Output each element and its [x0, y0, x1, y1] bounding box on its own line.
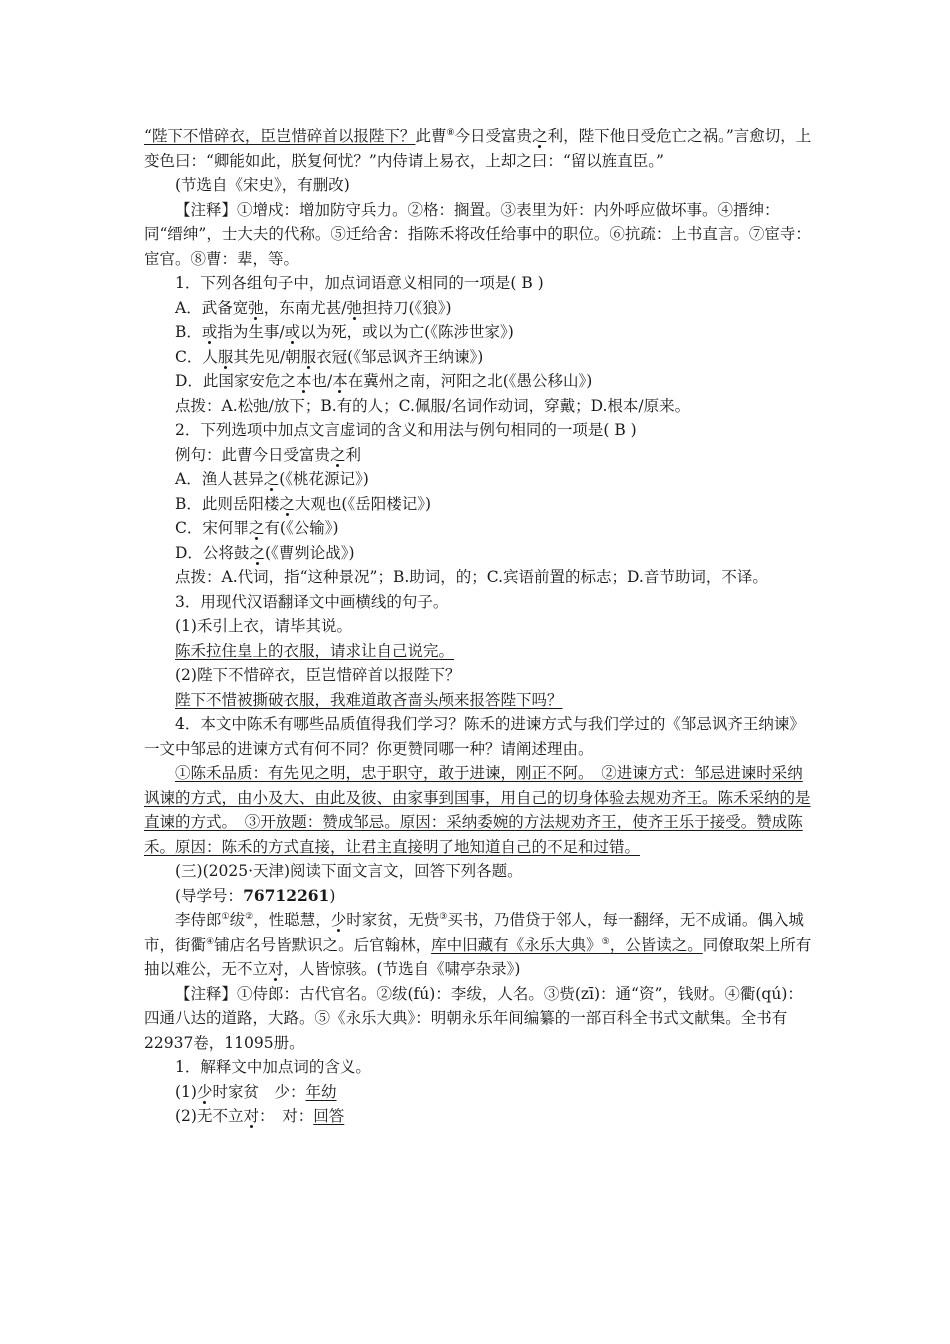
translate-answer-1: 陈禾拉住皇上的衣服，请求让自己说完。: [175, 641, 455, 660]
option-c: C．宋何罪之有(《公输》): [175, 519, 339, 537]
question-2-stem: 2．下列选项中加点文言虚词的含义和用法与例句相同的一项是( B ): [175, 421, 637, 439]
passage-ending: “陛下不惜碎衣，臣岂惜碎首以报陛下？此曹⑧今日受富贵之利，陛下他日受危亡之祸。”言愈切，上变色曰：“卿能如此，朕复何忧？”内侍请上易衣，上却之曰：“留以旌直臣。”: [144, 127, 812, 170]
footnote-marker: ⑧: [446, 127, 455, 138]
question-3-stem: 3．用现代汉语翻译文中画横线的句子。: [175, 592, 449, 611]
question-4-answer: ①陈禾品质：有先见之明，忠于职守，敢于进谏，刚正不阿。 ②进谏方式：邹忌进谏时采纳讽谏的方式，由小及大、由此及彼、由家事到国事，用自己的切身体验去规劝齐王。陈禾采纳的是直谏的方式。 ③开放题：赞成邹忌。原因：采纳委婉的方法规劝齐王，使齐王乐于接受。赞成陈禾。原因：陈禾的方式直接，让君主直接明了地知道自己的不足和过错。: [144, 764, 811, 856]
explain-item-2: (2)无不立对： 对：回答: [175, 1107, 345, 1125]
dotted-word: 之: [532, 127, 548, 145]
translate-item-2: (2)陛下不惜碎衣，臣岂惜碎首以报陛下？: [175, 666, 461, 684]
option-b: B．或指为生事/或以为死，或以为亡(《陈涉世家》): [175, 323, 514, 341]
question-4-stem: 4．本文中陈禾有哪些品质值得我们学习？陈禾的进谏方式与我们学过的《邹忌讽齐王纳谏》一文中邹忌的进谏方式有何不同？你更赞同哪一种？请阐述理由。: [144, 715, 805, 758]
underlined-sentence: “陛下不惜碎衣，臣岂惜碎首以报陛下？: [144, 127, 416, 145]
question-1-hint: 点拨：A.松弛/放下；B.有的人；C.佩服/名词作动词，穿戴；D.根本/原来。: [175, 396, 691, 415]
option-d: D．此国家安危之本也/本在冀州之南，河阳之北(《愚公移山》): [175, 372, 593, 390]
option-b: B．此则岳阳楼之大观也(《岳阳楼记》): [175, 494, 432, 513]
question-1-stem: 1．下列各组句子中，加点词语意义相同的一项是( B ): [175, 274, 544, 292]
question-2-hint: 点拨：A.代词，指“这种景况”；B.助词，的；C.宾语前置的标志；D.音节助词，不译。: [175, 568, 768, 586]
option-a: A．渔人甚异之(《桃花源记》): [175, 470, 369, 488]
guide-number: (导学号：76712261): [175, 885, 336, 905]
option-c: C．人服其先见/朝服衣冠(《邹忌讽齐王纳谏》): [175, 347, 484, 366]
passage-notes: 【注释】①增戍：增加防守兵力。②格：搁置。③表里为奸：内外呼应做坏事。④搢绅：同“缙绅”，士大夫的代称。⑤迁给舍：指陈禾将改任给事中的职位。⑥抗疏：上书直言。⑦宦寺：宦官。⑧曹：辈，等。: [144, 200, 811, 268]
passage-source: (节选自《宋史》，有删改): [175, 176, 350, 194]
question-5-stem: 1．解释文中加点词的含义。: [175, 1058, 371, 1076]
part-3-heading: (三)(2025·天津)阅读下面文言文，回答下列各题。: [175, 862, 523, 880]
translate-item-1: (1)禾引上衣，请毕其说。: [175, 617, 352, 635]
option-a: A．武备宽弛，东南尤甚/弛担持刀(《狼》): [175, 298, 452, 317]
example-sentence: 例句：此曹今日受富贵之利: [175, 445, 362, 464]
passage-3-notes: 【注释】①侍郎：古代官名。②绂(fú)：李绂，人名。③赀(zī)：通“资”，钱财。④衢(qú)：四通八达的道路，大路。⑤《永乐大典》：明朝永乐年间编纂的一部百科全书式文献集。全书有22937卷，11095册。: [144, 984, 803, 1052]
option-d: D．公将鼓之(《曹刿论战》): [175, 543, 355, 562]
passage-3: 李侍郎①绂②，性聪慧，少时家贫，无赀③买书，乃借贷于邻人，每一翻绎，无不成诵。偶入城市，街衢④铺店名号皆默识之。后官翰林，库中旧藏有《永乐大典》⑤，公皆读之。同僚取架上所有抽以难公，无不立对，人皆惊骇。(节选自《啸亭杂录》): [144, 911, 812, 978]
explain-item-1: (1)少时家贫 少：年幼: [175, 1082, 337, 1101]
underlined-sentence: 库中旧藏有《永乐大典》⑤，公皆读之。: [431, 935, 703, 954]
document-page: [144, 124, 812, 1129]
translate-answer-2: 陛下不惜被撕破衣服，我难道敢吝啬头颅来报答陛下吗？: [175, 690, 563, 709]
